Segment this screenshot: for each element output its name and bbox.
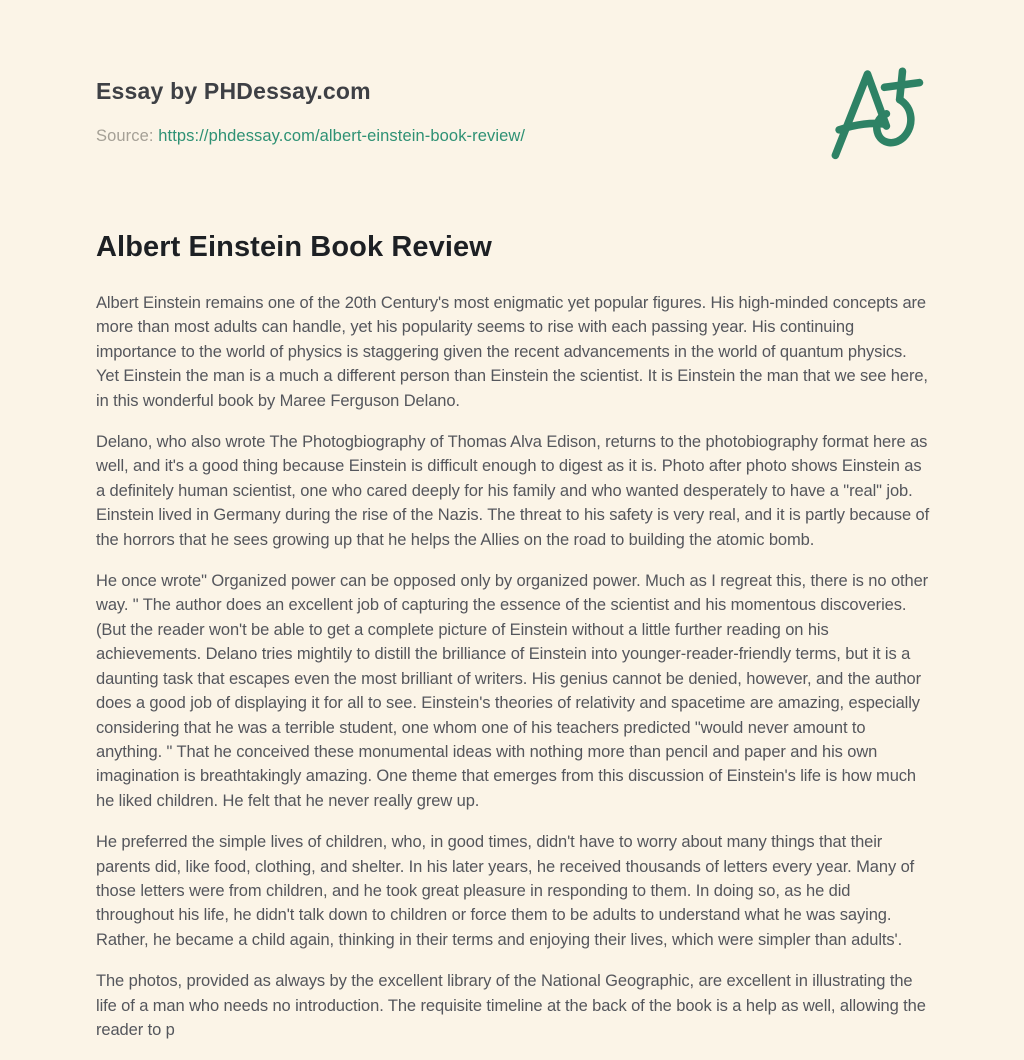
source-link[interactable]: https://phdessay.com/albert-einstein-book-review/: [158, 127, 526, 145]
essay-paragraph: He preferred the simple lives of children, who, in good times, didn't have to worry about many things that their parents did, like food, clothing, and shelter. In his later years, he received thousands of letters every year. Many of those letters were from children, and he took great pleasure in responding to them. In doing so, as he did throughout his life, he didn't talk down to children or force them to be adults to understand what he was saying. Rather, he became a child again, thinking in their terms and enjoying their lives, which were simpler than adults'.: [96, 833, 915, 949]
essay-paragraph: The photos, provided as always by the excellent library of the National Geographic, are excellent in illustrating the life of a man who needs no introduction. The requisite timeline at the back of the book is a help as well, allowing the reader to p: [96, 972, 926, 1039]
page-header: [96, 78, 930, 146]
header-text: [96, 78, 525, 146]
essay-paragraph: He once wrote" Organized power can be opposed only by organized power. Much as I regreat this, there is no other way. " The author does an excellent job of capturing the essence of the scientist and his momentous discoveries. (But the reader won't be able to get a complete picture of Einstein without a little further reading on his achievements. Delano tries mightily to distill the brilliance of Einstein into younger-reader-friendly terms, but it is a daunting task that escapes even the most brilliant of writers. His genius cannot be denied, however, and the author does a good job of displaying it for all to see. Einstein's theories of relativity and spacetime are amazing, especially considering that he was a terrible student, one whom one of his teachers predicted "would never amount to anything. " That he conceived these monumental ideas with nothing more than pencil and paper and his own imagination is breathtakingly amazing. One theme that emerges from this discussion of Einstein's life is how much he liked children. He felt that he never really grew up.: [96, 572, 929, 810]
essay-title: Albert Einstein Book Review: [96, 231, 492, 263]
source-label: Source:: [96, 127, 154, 145]
a-plus-logo-icon: [824, 58, 928, 162]
source-line: [96, 127, 525, 146]
essay-paragraph: Albert Einstein remains one of the 20th Century's most enigmatic yet popular figures. His high-minded concepts are more than most adults can handle, yet his popularity seems to rise with each passing year. His continuing importance to the world of physics is staggering given the recent advancements in the world of quantum physics. Yet Einstein the man is a much a different person than Einstein the scientist. It is Einstein the man that we see here, in this wonderful book by Maree Ferguson Delano.: [96, 294, 928, 410]
essay-paragraph: Delano, who also wrote The Photogbiography of Thomas Alva Edison, returns to the photobiography format here as well, and it's a good thing because Einstein is difficult enough to digest as it is. Photo after photo shows Einstein as a definitely human scientist, one who cared deeply for his family and who wanted desperately to have a "real" job. Einstein lived in Germany during the rise of the Nazis. The threat to his safety is very real, and it is partly because of the horrors that he sees growing up that he helps the Allies on the road to building the atomic bomb.: [96, 433, 930, 549]
essay-body: [96, 231, 930, 1042]
site-title: Essay by PHDessay.com: [96, 78, 371, 104]
